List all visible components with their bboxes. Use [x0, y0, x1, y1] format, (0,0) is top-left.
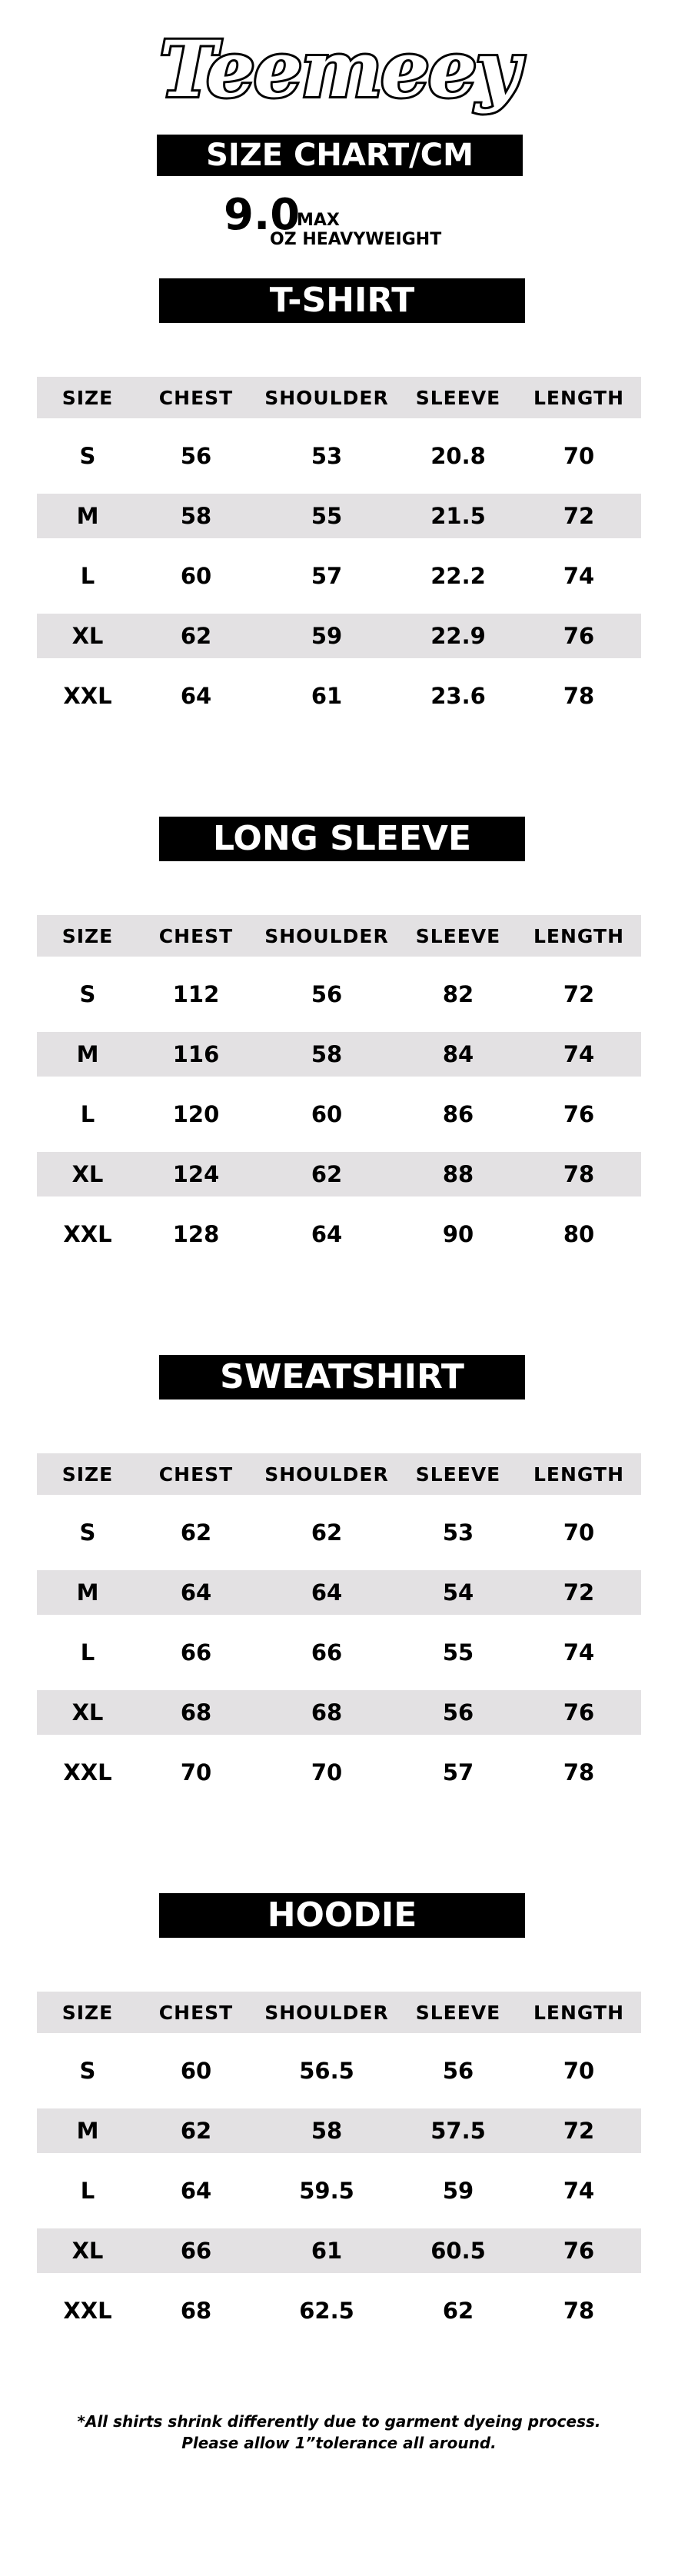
cell-chest: 66 — [180, 2238, 212, 2264]
cell-shoulder: 61 — [311, 2238, 343, 2264]
table-row — [37, 418, 641, 494]
cell-size: S — [79, 981, 96, 1007]
header-length: LENGTH — [533, 924, 624, 947]
cell-length: 74 — [563, 1041, 595, 1067]
cell-size: S — [79, 2058, 96, 2084]
header-shoulder: SHOULDER — [264, 924, 389, 947]
cell-shoulder: 59.5 — [299, 2178, 354, 2204]
shrink-note-line2: Please allow 1”tolerance all around. — [181, 2434, 497, 2452]
cell-sleeve: 22.2 — [430, 563, 486, 589]
table-row — [37, 2228, 641, 2273]
table-row — [37, 494, 641, 538]
cell-length: 80 — [563, 1221, 595, 1247]
brand-logo: Teemeey — [159, 24, 519, 115]
cell-length: 78 — [563, 2298, 595, 2324]
cell-size: M — [76, 503, 99, 529]
cell-shoulder: 62.5 — [299, 2298, 354, 2324]
cell-chest: 128 — [172, 1221, 220, 1247]
cell-size: M — [76, 2118, 99, 2144]
cell-sleeve: 62 — [442, 2298, 474, 2324]
cell-sleeve: 23.6 — [430, 683, 486, 709]
header-sleeve: SLEEVE — [415, 2001, 501, 2024]
size-chart-title: SIZE CHART/CM — [157, 135, 523, 176]
cell-chest: 124 — [172, 1161, 220, 1187]
cell-chest: 68 — [180, 1699, 212, 1726]
weight-max-label: MAX — [297, 211, 340, 230]
table-row — [37, 658, 641, 734]
cell-shoulder: 58 — [311, 2118, 343, 2144]
table-row — [37, 1495, 641, 1570]
cell-shoulder: 64 — [311, 1579, 343, 1606]
cell-sleeve: 56 — [442, 1699, 474, 1726]
cell-chest: 60 — [180, 2058, 212, 2084]
table-header-row — [37, 1992, 641, 2033]
cell-size: XL — [71, 2238, 104, 2264]
table-row — [37, 1032, 641, 1077]
cell-length: 70 — [563, 1519, 595, 1546]
table-header-row — [37, 377, 641, 418]
header-chest: CHEST — [158, 924, 234, 947]
cell-sleeve: 21.5 — [430, 503, 486, 529]
cell-length: 70 — [563, 2058, 595, 2084]
table-header-row — [37, 1453, 641, 1495]
cell-chest: 66 — [180, 1639, 212, 1666]
size-table-long-sleeve — [37, 915, 641, 1272]
cell-size: L — [80, 563, 95, 589]
table-row — [37, 1735, 641, 1810]
cell-chest: 70 — [180, 1759, 212, 1786]
section-title-hoodie: HOODIE — [159, 1893, 525, 1938]
header-chest: CHEST — [158, 386, 234, 409]
table-row — [37, 614, 641, 658]
cell-shoulder: 64 — [311, 1221, 343, 1247]
cell-shoulder: 68 — [311, 1699, 343, 1726]
table-row — [37, 2108, 641, 2153]
cell-chest: 64 — [180, 2178, 212, 2204]
header-chest: CHEST — [158, 1463, 234, 1486]
cell-shoulder: 62 — [311, 1161, 343, 1187]
cell-length: 70 — [563, 443, 595, 469]
header-size: SIZE — [61, 1463, 114, 1486]
cell-shoulder: 55 — [311, 503, 343, 529]
cell-length: 72 — [563, 2118, 595, 2144]
table-row — [37, 2273, 641, 2348]
table-row — [37, 957, 641, 1032]
cell-size: L — [80, 1101, 95, 1127]
cell-sleeve: 84 — [442, 1041, 474, 1067]
cell-sleeve: 88 — [442, 1161, 474, 1187]
cell-length: 72 — [563, 503, 595, 529]
header-chest: CHEST — [158, 2001, 234, 2024]
cell-shoulder: 70 — [311, 1759, 343, 1786]
cell-size: S — [79, 1519, 96, 1546]
section-title-tshirt: T-SHIRT — [159, 278, 525, 323]
header-shoulder: SHOULDER — [264, 2001, 389, 2024]
cell-sleeve: 22.9 — [430, 623, 486, 649]
section-title-long-sleeve: LONG SLEEVE — [159, 817, 525, 861]
cell-size: L — [80, 2178, 95, 2204]
cell-sleeve: 86 — [442, 1101, 474, 1127]
cell-sleeve: 56 — [442, 2058, 474, 2084]
cell-size: XL — [71, 623, 104, 649]
cell-sleeve: 60.5 — [430, 2238, 486, 2264]
cell-chest: 62 — [180, 1519, 212, 1546]
header-size: SIZE — [61, 2001, 114, 2024]
cell-length: 78 — [563, 683, 595, 709]
cell-chest: 68 — [180, 2298, 212, 2324]
cell-size: XXL — [63, 1759, 112, 1786]
cell-length: 74 — [563, 563, 595, 589]
cell-chest: 62 — [180, 623, 212, 649]
cell-size: XXL — [63, 2298, 112, 2324]
shrink-note — [0, 2411, 678, 2454]
weight-unit-label: OZ HEAVYWEIGHT — [270, 230, 442, 249]
cell-sleeve: 82 — [442, 981, 474, 1007]
table-row — [37, 538, 641, 614]
cell-size: M — [76, 1041, 99, 1067]
cell-length: 74 — [563, 2178, 595, 2204]
cell-chest: 120 — [172, 1101, 220, 1127]
header-shoulder: SHOULDER — [264, 1463, 389, 1486]
cell-chest: 62 — [180, 2118, 212, 2144]
fabric-weight — [224, 190, 470, 251]
cell-sleeve: 59 — [442, 2178, 474, 2204]
cell-size: XXL — [63, 1221, 112, 1247]
table-row — [37, 1196, 641, 1272]
cell-shoulder: 57 — [311, 563, 343, 589]
table-row — [37, 1690, 641, 1735]
header-length: LENGTH — [533, 386, 624, 409]
cell-sleeve: 54 — [442, 1579, 474, 1606]
cell-chest: 60 — [180, 563, 212, 589]
cell-sleeve: 57.5 — [430, 2118, 486, 2144]
shrink-note-line1: *All shirts shrink differently due to garment dyeing process. — [77, 2412, 601, 2431]
cell-size: S — [79, 443, 96, 469]
cell-sleeve: 20.8 — [430, 443, 486, 469]
weight-number: 9.0 — [224, 190, 301, 240]
cell-length: 78 — [563, 1161, 595, 1187]
size-table-hoodie — [37, 1992, 641, 2348]
header-size: SIZE — [61, 924, 114, 947]
cell-shoulder: 60 — [311, 1101, 343, 1127]
table-row — [37, 1152, 641, 1196]
cell-length: 72 — [563, 981, 595, 1007]
section-title-sweatshirt: SWEATSHIRT — [159, 1355, 525, 1399]
cell-shoulder: 66 — [311, 1639, 343, 1666]
cell-size: XL — [71, 1699, 104, 1726]
cell-size: L — [80, 1639, 95, 1666]
cell-length: 76 — [563, 2238, 595, 2264]
header-sleeve: SLEEVE — [415, 1463, 501, 1486]
header-sleeve: SLEEVE — [415, 386, 501, 409]
cell-shoulder: 53 — [311, 443, 343, 469]
cell-shoulder: 61 — [311, 683, 343, 709]
cell-sleeve: 53 — [442, 1519, 474, 1546]
cell-length: 74 — [563, 1639, 595, 1666]
header-length: LENGTH — [533, 1463, 624, 1486]
cell-shoulder: 62 — [311, 1519, 343, 1546]
cell-size: M — [76, 1579, 99, 1606]
cell-size: XL — [71, 1161, 104, 1187]
cell-length: 78 — [563, 1759, 595, 1786]
cell-chest: 112 — [172, 981, 220, 1007]
table-row — [37, 1077, 641, 1152]
size-table-tshirt — [37, 377, 641, 734]
cell-chest: 58 — [180, 503, 212, 529]
cell-length: 76 — [563, 1101, 595, 1127]
header-size: SIZE — [61, 386, 114, 409]
cell-chest: 64 — [180, 1579, 212, 1606]
table-header-row — [37, 915, 641, 957]
header-length: LENGTH — [533, 2001, 624, 2024]
cell-shoulder: 58 — [311, 1041, 343, 1067]
cell-chest: 64 — [180, 683, 212, 709]
cell-shoulder: 59 — [311, 623, 343, 649]
cell-shoulder: 56.5 — [299, 2058, 354, 2084]
cell-sleeve: 55 — [442, 1639, 474, 1666]
cell-sleeve: 57 — [442, 1759, 474, 1786]
cell-sleeve: 90 — [442, 1221, 474, 1247]
header-sleeve: SLEEVE — [415, 924, 501, 947]
cell-chest: 56 — [180, 443, 212, 469]
cell-size: XXL — [63, 683, 112, 709]
size-table-sweatshirt — [37, 1453, 641, 1810]
table-row — [37, 1615, 641, 1690]
header-shoulder: SHOULDER — [264, 386, 389, 409]
cell-length: 76 — [563, 1699, 595, 1726]
table-row — [37, 1570, 641, 1615]
cell-length: 76 — [563, 623, 595, 649]
table-row — [37, 2033, 641, 2108]
cell-shoulder: 56 — [311, 981, 343, 1007]
cell-length: 72 — [563, 1579, 595, 1606]
cell-chest: 116 — [172, 1041, 220, 1067]
table-row — [37, 2153, 641, 2228]
